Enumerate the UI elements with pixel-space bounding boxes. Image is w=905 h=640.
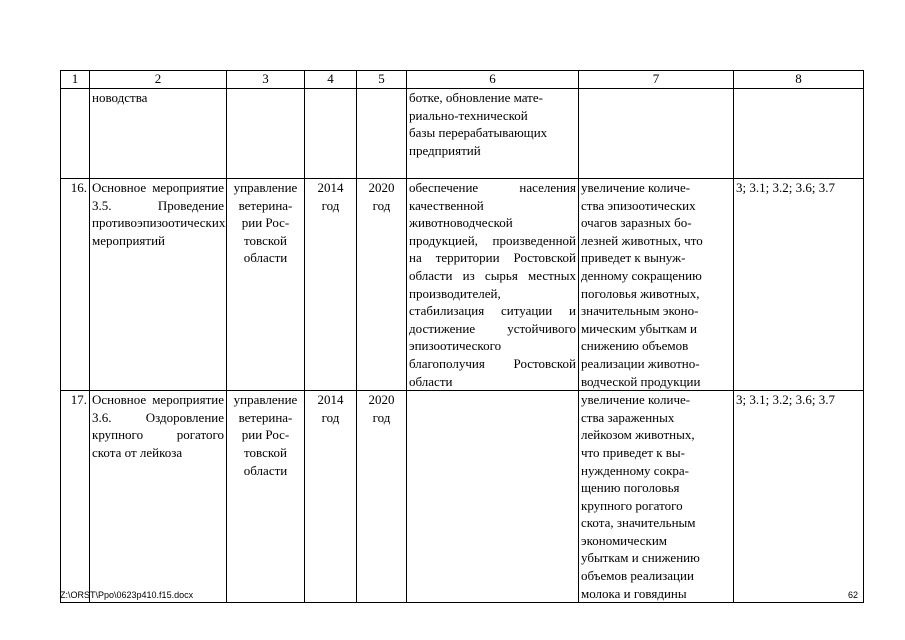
page-number: 62 (847, 590, 858, 600)
executor (227, 89, 305, 179)
measure-name: Основное мероприятие 3.5. Проведение противоэпизоотических мероприятий (90, 179, 227, 391)
row-number (61, 89, 90, 179)
linked-indicators: 3; 3.1; 3.2; 3.6; 3.7 (734, 391, 864, 603)
start-year: 2014 год (305, 179, 357, 391)
col-number-3: 3 (227, 71, 305, 89)
col-number-4: 4 (305, 71, 357, 89)
col-number-1: 1 (61, 71, 90, 89)
linked-indicators: 3; 3.1; 3.2; 3.6; 3.7 (734, 179, 864, 391)
col-number-6: 6 (407, 71, 579, 89)
measure-name: Основное мероприятие 3.6. Оздоровление крупного рогатого скота от лейкоза (90, 391, 227, 603)
linked-indicators (734, 89, 864, 179)
col-number-8: 8 (734, 71, 864, 89)
table-row-16 (61, 179, 864, 391)
expected-result: обеспечение населения качественной животноводческой продукцией, произведенной на территории Ростовской области из сырья местных производителей, стабилизация ситуации и достижение устойчивого эпизоотического благополучия Ростовской области (407, 179, 579, 391)
start-year: 2014 год (305, 391, 357, 603)
consequences: увеличение количе- ства эпизоотических очагов заразных бо- лезней животных, что приведет к вынуж- денному сокращению поголовья животных, значительным эконо- мическим убыткам и снижению объемов реализации животно- водческой продукции (579, 179, 734, 391)
end-year (357, 89, 407, 179)
table-row-17 (61, 391, 864, 603)
row-number: 16. (61, 179, 90, 391)
file-path-footer: Z:\ORST\Ppo\0623p410.f15.docx (60, 590, 194, 600)
program-measures-table (60, 70, 864, 603)
column-number-row (61, 71, 864, 89)
expected-result: ботке, обновление мате- риально-технической базы перерабатывающих предприятий (407, 89, 579, 179)
measure-name: новодства (90, 89, 227, 179)
executor: управление ветерина- рии Рос- товской области (227, 391, 305, 603)
executor: управление ветерина- рии Рос- товской области (227, 179, 305, 391)
end-year: 2020 год (357, 391, 407, 603)
col-number-7: 7 (579, 71, 734, 89)
consequences (579, 89, 734, 179)
expected-result (407, 391, 579, 603)
consequences: увеличение количе- ства зараженных лейкозом животных, что приведет к вы- нужденному сокра- щению поголовья крупного рогатого скота, значительным экономическим убыткам и снижению объемов реализации молока и говядины (579, 391, 734, 603)
col-number-2: 2 (90, 71, 227, 89)
col-number-5: 5 (357, 71, 407, 89)
end-year: 2020 год (357, 179, 407, 391)
table-row-continuation (61, 89, 864, 179)
row-number: 17. (61, 391, 90, 603)
start-year (305, 89, 357, 179)
